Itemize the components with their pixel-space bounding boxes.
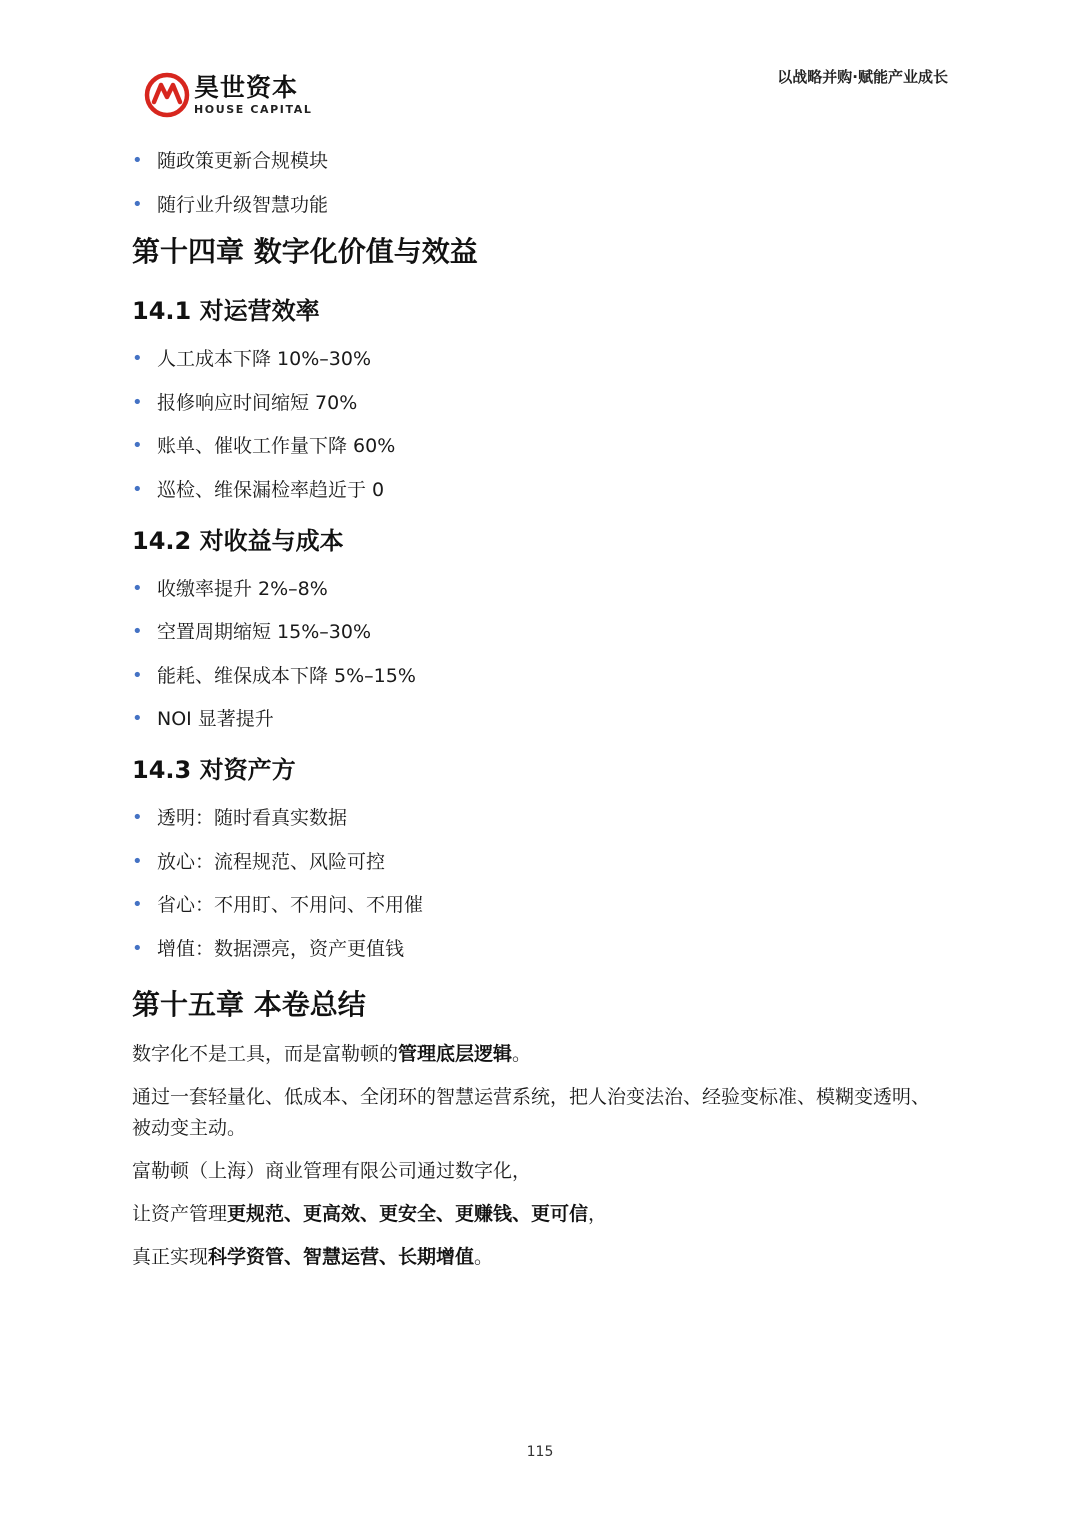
list-item: • 透明：随时看真实数据 [132,802,942,834]
list-item: • 账单、催收工作量下降 60% [132,430,942,462]
logo-english-name: HOUSE CAPITAL [194,102,313,116]
page-number: 115 [526,1444,554,1460]
section-14-2-list [132,573,942,736]
section-14-1-title: 14.1 对运营效率 [132,297,320,325]
list-item: • 收缴率提升 2%–8% [132,573,942,605]
summary-paragraph-4: 让资产管理更规范、更高效、更安全、更赚钱、更可信， [132,1202,608,1225]
list-item: • 随行业升级智慧功能 [132,189,942,221]
list-item: • 随政策更新合规模块 [132,145,942,177]
logo-chinese-name: 昊世资本 [194,72,299,102]
company-logo [144,72,312,118]
house-capital-logo-icon [144,72,190,118]
list-item: • NOI 显著提升 [132,703,942,735]
section-14-3-list [132,802,942,965]
section-14-3-title: 14.3 对资产方 [132,756,296,784]
section-14-1-list [132,343,942,506]
section-14-2-title: 14.2 对收益与成本 [132,526,344,555]
summary-paragraph-5: 真正实现科学资管、智慧运营、长期增值。 [132,1245,494,1268]
list-item: • 空置周期缩短 15%–30% [132,616,942,648]
list-item: • 人工成本下降 10%–30% [132,343,942,375]
chapter-14-title: 第十四章 数字化价值与效益 [132,235,478,268]
list-item: • 能耗、维保成本下降 5%–15% [132,660,942,692]
page-content [132,145,942,1285]
list-item: • 增值：数据漂亮，资产更值钱 [132,933,942,965]
list-item: • 巡检、维保漏检率趋近于 0 [132,474,942,506]
list-item: • 放心：流程规范、风险可控 [132,846,942,878]
summary-paragraph-2: 通过一套轻量化、低成本、全闭环的智慧运营系统，把人治变法治、经验变标准、模糊变透明、被动变主动。 [132,1085,931,1139]
list-item: • 报修响应时间缩短 70% [132,387,942,419]
summary-paragraph-1: 数字化不是工具，而是富勒顿的管理底层逻辑。 [132,1042,532,1065]
summary-paragraph-3: 富勒顿（上海）商业管理有限公司通过数字化， [132,1159,532,1182]
list-item: • 省心：不用盯、不用问、不用催 [132,889,942,921]
header-tagline: 以战略并购·赋能产业成长 [777,68,948,86]
chapter-15-title: 第十五章 本卷总结 [132,987,366,1021]
intro-bullet-list [132,145,942,221]
